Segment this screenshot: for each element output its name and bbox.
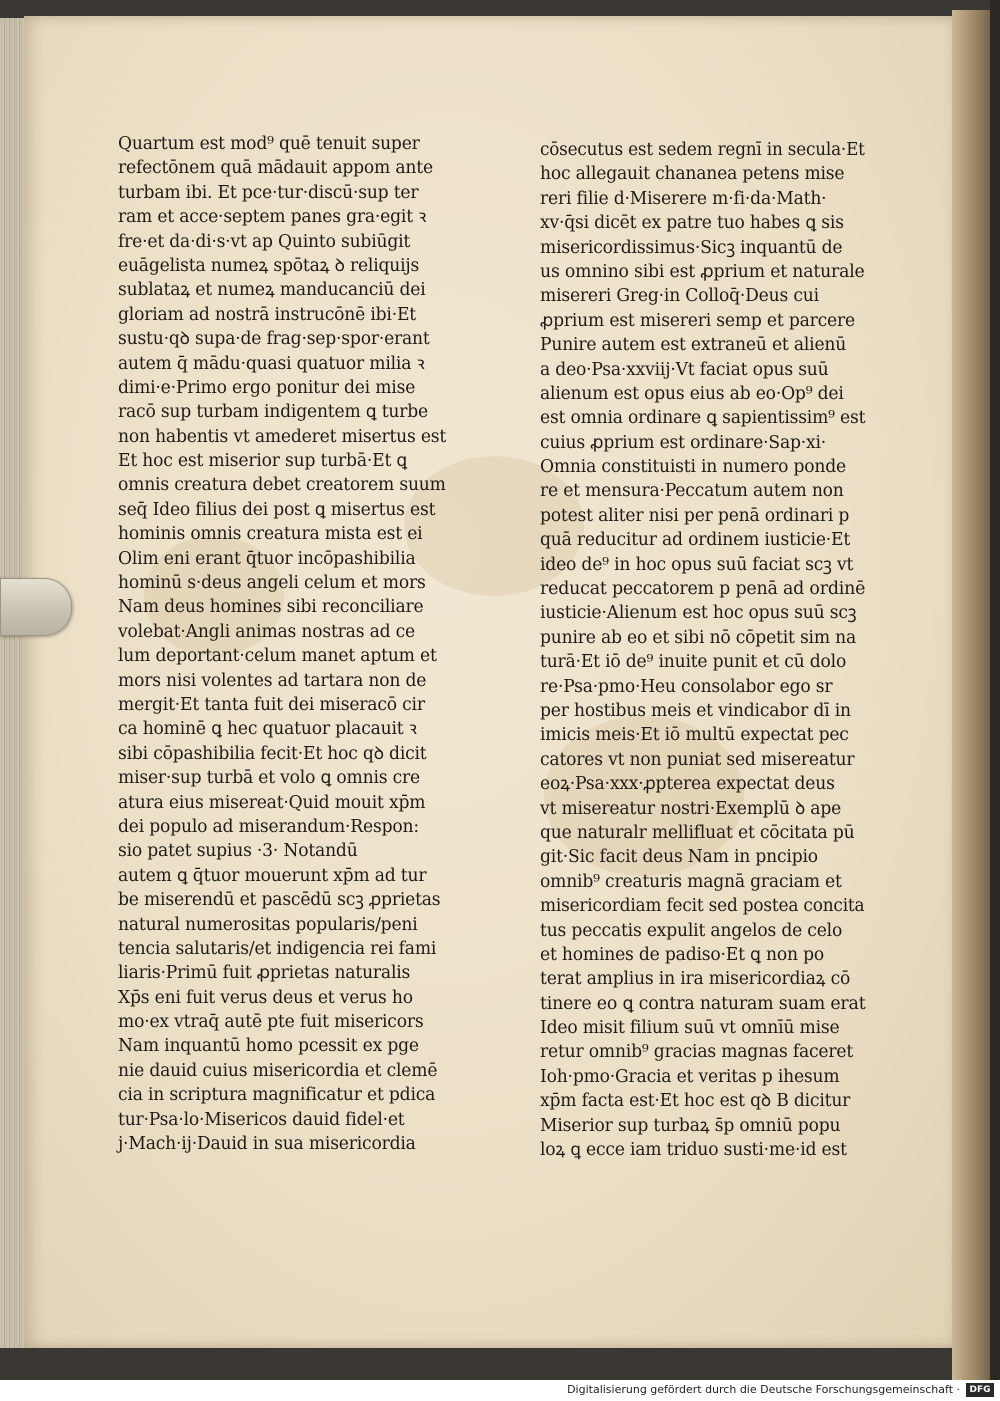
text-line: tus peccatis expulit angelos de celo xyxy=(540,920,843,941)
text-line: seq̄ Ideo filius dei post ꝗ misertus est xyxy=(118,499,436,520)
text-line: ꝓprium est misereri semp et parcere xyxy=(540,310,855,331)
text-line: lum deportant·celum manet aptum et xyxy=(118,646,437,667)
dfg-logo: DFG xyxy=(966,1383,994,1397)
text-line: Et hoc est miserior sup turbā·Et ꝗ xyxy=(118,451,408,472)
text-line: sublataꝝ et numeꝝ manducanciū dei xyxy=(118,280,426,301)
text-line: que naturalr mellifluat et cōcitata pū xyxy=(540,822,855,843)
text-line: ca hominē ꝗ hec quatuor placauit ꝛ xyxy=(118,719,417,740)
text-line: ram et acce·septem panes gra·egit ꝛ xyxy=(118,207,427,228)
text-line: Omnia constituisti in numero ponde xyxy=(540,457,847,478)
text-line: misericordiam fecit sed postea concita xyxy=(540,896,865,917)
text-line: refectōnem quā mādauit appom ante xyxy=(118,158,433,179)
text-line: mors nisi volentes ad tartara non de xyxy=(118,670,427,691)
text-line: hominis omnis creatura mista est ei xyxy=(118,524,423,545)
text-line: omnib⁹ creaturis magnā graciam et xyxy=(540,871,842,892)
text-line: Miserior sup turbaꝝ s̄p omniū popu xyxy=(540,1115,841,1136)
page-edges xyxy=(0,18,26,1348)
text-line: autem q̄ mādu·quasi quatuor milia ꝛ xyxy=(118,353,425,374)
text-line: miser·sup turbā et volo ꝗ omnis cre xyxy=(118,768,420,789)
text-line: misericordissimus·Sicꝫ inquantū de xyxy=(540,237,843,258)
text-column-right xyxy=(540,138,865,1162)
text-line: potest aliter nisi per penā ordinari p xyxy=(540,505,850,526)
text-line: hominū s·deus angeli celum et mors xyxy=(118,573,426,594)
text-line: a deo·Psa·xxviij·Vt faciat opus suū xyxy=(540,359,829,380)
text-line: dei populo ad miserandum·Respon: xyxy=(118,816,419,837)
text-line: Olim eni erant q̄tuor incōpashibilia xyxy=(118,548,416,569)
text-line: liaris·Primū fuit ꝓprietas naturalis xyxy=(118,963,411,984)
text-line: ideo de⁹ in hoc opus suū faciat scꝫ vt xyxy=(540,554,854,575)
text-line: misereri Greg·in Colloq̄·Deus cui xyxy=(540,286,819,307)
text-line: us omnino sibi est ꝓprium et naturale xyxy=(540,261,865,282)
text-line: et homines de padiso·Et ꝗ non po xyxy=(540,944,824,965)
text-line: be miserendū et pascēdū scꝫ ꝓprietas xyxy=(118,890,441,911)
text-line: Ioh·pmo·Gracia et veritas p ihesum xyxy=(540,1066,840,1087)
text-line: git·Sic facit deus Nam in pncipio xyxy=(540,847,818,868)
text-line: alienum est opus eius ab eo·Op⁹ dei xyxy=(540,383,844,404)
text-line: xp̄m facta est·Et hoc est qꝺ B dicitur xyxy=(540,1091,851,1112)
page-clip xyxy=(0,578,72,636)
text-line: Quartum est mod⁹ quē tenuit super xyxy=(118,134,420,154)
text-line: omnis creatura debet creatorem suum xyxy=(118,475,446,496)
text-line: sio patet supius ·3· Notandū xyxy=(118,841,358,862)
text-line: catores vt non puniat sed misereatur xyxy=(540,749,855,770)
footer-credit: Digitalisierung gefördert durch die Deutsche Forschungsgemeinschaft · xyxy=(567,1383,960,1396)
text-line: cōsecutus est sedem regnī in secula·Et xyxy=(540,140,865,160)
text-line: fre·et da·di·s·vt ap Quinto subiūgit xyxy=(118,231,411,252)
text-line: sustu·qꝺ supa·de frag·sep·spor·erant xyxy=(118,329,430,350)
text-line: terat amplius in ira misericordiaꝝ cō xyxy=(540,969,851,990)
text-line: gloriam ad nostrā instrucōnē ibi·Et xyxy=(118,304,416,325)
text-line: sibi cōpashibilia fecit·Et hoc qꝺ dicit xyxy=(118,743,427,764)
text-line: retur omnib⁹ gracias magnas faceret xyxy=(540,1042,854,1063)
text-column-left xyxy=(118,132,458,1156)
text-line: est omnia ordinare ꝗ sapientissim⁹ est xyxy=(540,408,866,429)
text-line: Ideo misit filium suū vt omnīū mise xyxy=(540,1018,840,1039)
text-line: imicis meis·Et iō multū expectat pec xyxy=(540,725,849,746)
text-line: nie dauid cuius misericordia et clemē xyxy=(118,1060,438,1081)
text-line: loꝝ ꝗ ecce iam triduo susti·me·id est xyxy=(540,1140,847,1161)
text-line: reri filie d·Miserere m·fi·da·Math· xyxy=(540,188,827,209)
text-line: j·Mach·ij·Dauid in sua misericordia xyxy=(118,1134,416,1155)
text-line: mo·ex vtraq̄ autē pte fuit misericors xyxy=(118,1012,424,1033)
text-line: turā·Et iō de⁹ inuite punit et cū dolo xyxy=(540,652,847,673)
text-line: punire ab eo et sibi nō cōpetit sim na xyxy=(540,627,857,648)
text-line: volebat·Angli animas nostras ad ce xyxy=(118,621,416,642)
text-line: tinere eo ꝗ contra naturam suam erat xyxy=(540,993,866,1014)
text-line: atura eius misereat·Quid mouit xp̄m xyxy=(118,792,426,813)
text-line: eoꝝ·Psa·xxx·ꝓpterea expectat deus xyxy=(540,774,835,795)
text-line: hoc allegauit chananea petens mise xyxy=(540,164,845,185)
text-line: mergit·Et tanta fuit dei miseracō cir xyxy=(118,694,425,715)
text-line: reducat peccatorem p penā ad ordinē xyxy=(540,579,866,600)
text-line: cuius ꝓprium est ordinare·Sap·xi· xyxy=(540,432,827,453)
text-line: Xp̄s eni fuit verus deus et verus ho xyxy=(118,987,413,1008)
text-line: tur·Psa·lo·Misericos dauid fidel·et xyxy=(118,1109,405,1130)
text-line: autem ꝗ q̄tuor mouerunt xp̄m ad tur xyxy=(118,865,427,886)
text-line: quā reducitur ad ordinem iusticie·Et xyxy=(540,530,851,551)
book-spine-edge xyxy=(990,0,1000,1380)
text-line: cia in scriptura magnificatur et pdica xyxy=(118,1085,436,1106)
text-line: Nam inquantū homo pcessit ex pge xyxy=(118,1036,419,1057)
footer-bar xyxy=(0,1380,1000,1401)
text-line: natural numerositas popularis/peni xyxy=(118,914,418,935)
text-line: Punire autem est extraneū et alienū xyxy=(540,335,847,356)
text-line: iusticie·Alienum est hoc opus suū scꝫ xyxy=(540,603,857,624)
text-line: turbam ibi. Et pce·tur·discū·sup ter xyxy=(118,182,419,203)
text-line: re et mensura·Peccatum autem non xyxy=(540,481,844,502)
text-line: Nam deus homines sibi reconciliare xyxy=(118,597,424,618)
text-line: per hostibus meis et vindicabor dī in xyxy=(540,700,851,721)
text-line: non habentis vt amederet misertus est xyxy=(118,426,447,447)
text-line: xv·q̄si dicēt ex patre tuo habes ꝗ sis xyxy=(540,213,844,234)
text-line: racō sup turbam indigentem ꝗ turbe xyxy=(118,402,429,423)
text-line: euāgelista numeꝝ spōtaꝝ ꝺ reliquijs xyxy=(118,255,420,276)
text-line: vt misereatur nostri·Exemplū ꝺ ape xyxy=(540,798,842,819)
text-line: dimi·e·Primo ergo ponitur dei mise xyxy=(118,377,416,398)
text-line: tencia salutaris/et indigencia rei fami xyxy=(118,938,437,959)
text-line: re·Psa·pmo·Heu consolabor ego sr xyxy=(540,676,833,697)
